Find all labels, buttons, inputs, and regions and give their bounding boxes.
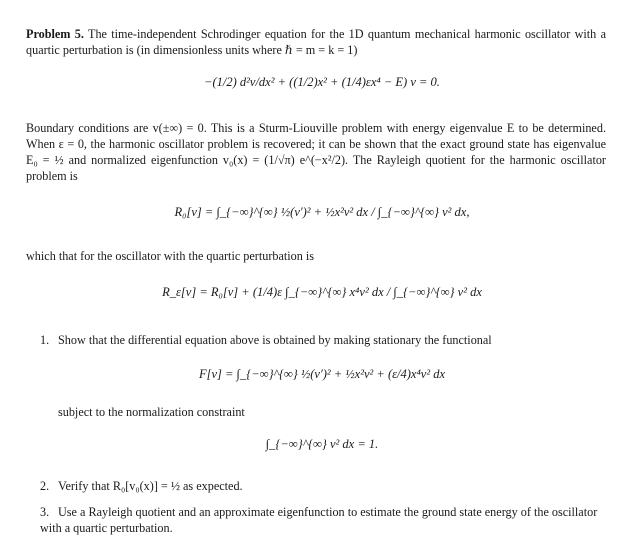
item-text: Show that the differential equation above is obtained by making stationary the functional [58, 333, 492, 347]
list-item-1 [40, 332, 606, 348]
normalization-constraint: ∫_{−∞}^{∞} v² dx = 1. [265, 437, 379, 451]
item-number: 3. [40, 505, 50, 519]
list-item-3 [40, 504, 606, 536]
rayleigh-quotient-quartic: R_ε[v] = R₀[v] + (1/4)ε ∫_{−∞}^{∞} x⁴v² dx / ∫_{−∞}^{∞} v² dx [162, 285, 482, 299]
item-number: 2. [40, 479, 50, 493]
quartic-intro-text: which that for the oscillator with the quartic perturbation is [26, 249, 315, 263]
item-text: Use a Rayleigh quotient and an approximate eigenfunction to estimate the ground state energy of the oscillator with a quartic perturbation. [40, 505, 598, 536]
problem-intro-paragraph [26, 26, 606, 58]
problem-label: Problem 5. [26, 27, 84, 41]
constraint-text: subject to the normalization constraint [58, 405, 245, 419]
list-item-2 [40, 478, 606, 494]
problem-intro: The time-independent Schrodinger equation for the 1D quantum mechanical harmonic oscillator with a quartic perturbation is (in dimensionless units where ℏ = m = k = 1) [26, 27, 606, 58]
item-number: 1. [40, 333, 50, 347]
item-text: Verify that R₀[v₀(x)] = ½ as expected. [58, 479, 243, 493]
boundary-conditions-paragraph: Boundary conditions are v(±∞) = 0. This is a Sturm-Liouville problem with energy eigenvalue E to be determined. When ε = 0, the harmonic oscillator problem is recovered; it can be shown that the exact ground state has eigenvalue E₀ = ½ and normalized eigenfunction v₀(x) = (1/√π) e^(−x²/2). The Rayleigh quotient for the harmonic oscillator problem is [26, 121, 606, 184]
functional-equation: F[v] = ∫_{−∞}^{∞} ½(v′)² + ½x²v² + (ε/4)x⁴v² dx [198, 367, 446, 381]
schrodinger-equation: −(1/2) d²v/dx² + ((1/2)x² + (1/4)εx⁴ − E) v = 0. [204, 75, 440, 89]
rayleigh-quotient-harmonic: R₀[v] = ∫_{−∞}^{∞} ½(v′)² + ½x²v² dx / ∫_{−∞}^{∞} v² dx, [174, 205, 470, 219]
